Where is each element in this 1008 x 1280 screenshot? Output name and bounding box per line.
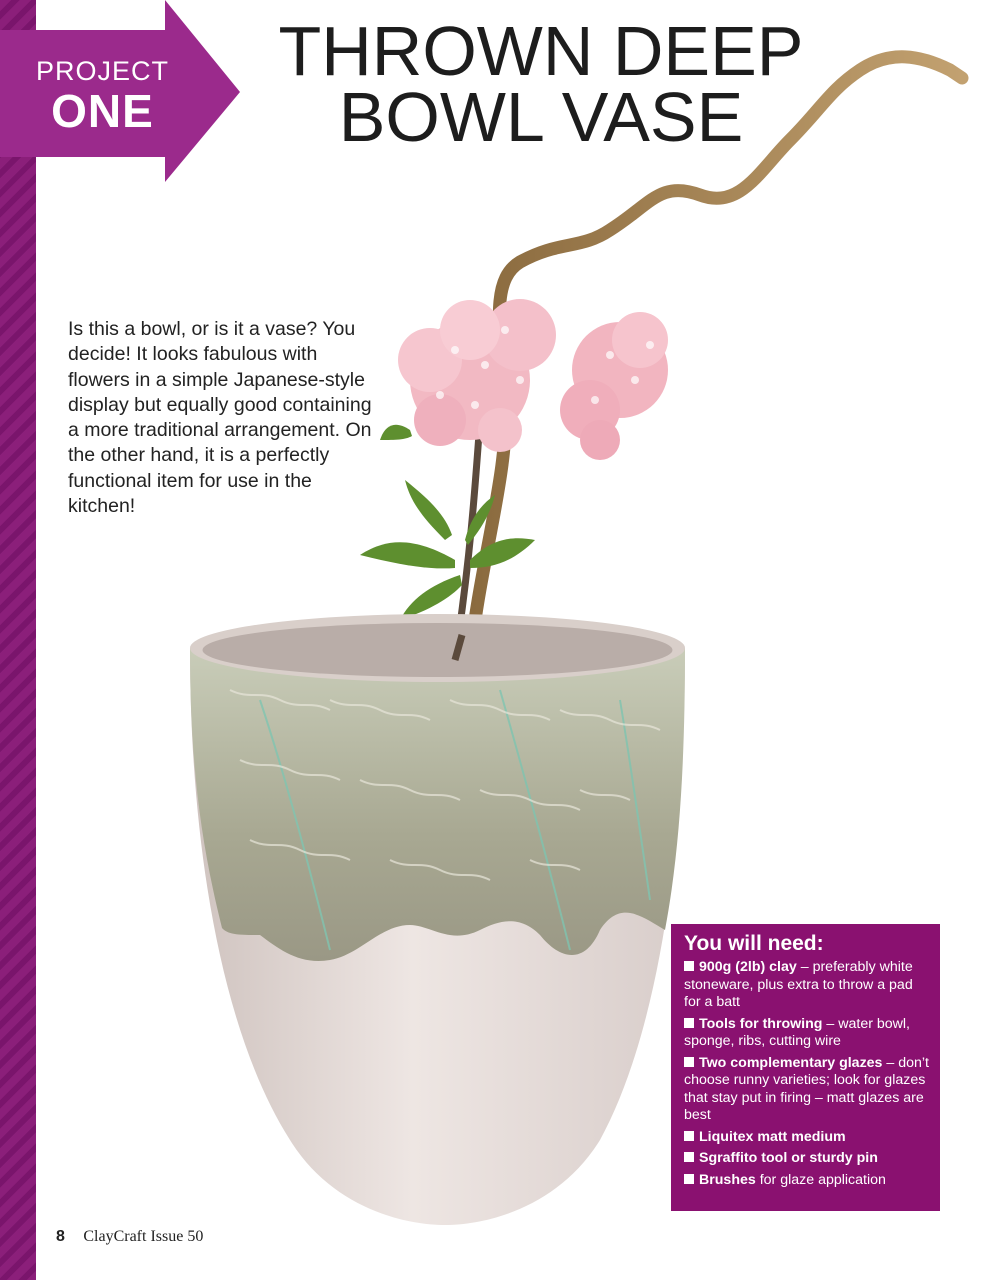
title-line-2: BOWL VASE [338, 78, 744, 156]
needs-heading: You will need: [684, 932, 824, 955]
magazine-name: ClayCraft Issue 50 [83, 1228, 204, 1245]
list-item: Liquitex matt medium [684, 1129, 930, 1147]
title-line-1: THROWN DEEP [278, 12, 804, 90]
list-item: 900g (2lb) clay – preferably white stoneware, plus extra to throw a pad for a batt [684, 959, 913, 1010]
list-item: Brushes for glaze application [684, 1172, 930, 1190]
pink-blossoms [398, 299, 668, 460]
ceramic-vase [190, 614, 685, 1225]
list-item: Sgraffito tool or sturdy pin [684, 1150, 930, 1168]
list-item: Two complementary glazes – don’t choose runny varieties; look for glazes that stay put in firing – matt glazes are best [684, 1054, 929, 1123]
you-will-need-box [671, 924, 940, 1211]
intro-paragraph: Is this a bowl, or is it a vase? You decide! It looks fabulous with flowers in a simple Japanese-style display but equally good containing a more traditional arrangement. On the other hand, it is a perfectly functional item for use in the kitchen! [68, 318, 372, 518]
project-label: PROJECT [35, 56, 169, 86]
list-item: Tools for throwing – water bowl, sponge, ribs, cutting wire [684, 1015, 910, 1049]
needs-list [684, 959, 930, 1189]
page-number: 8 [56, 1228, 65, 1245]
project-number: ONE [51, 85, 154, 137]
page-footer [56, 1228, 203, 1246]
